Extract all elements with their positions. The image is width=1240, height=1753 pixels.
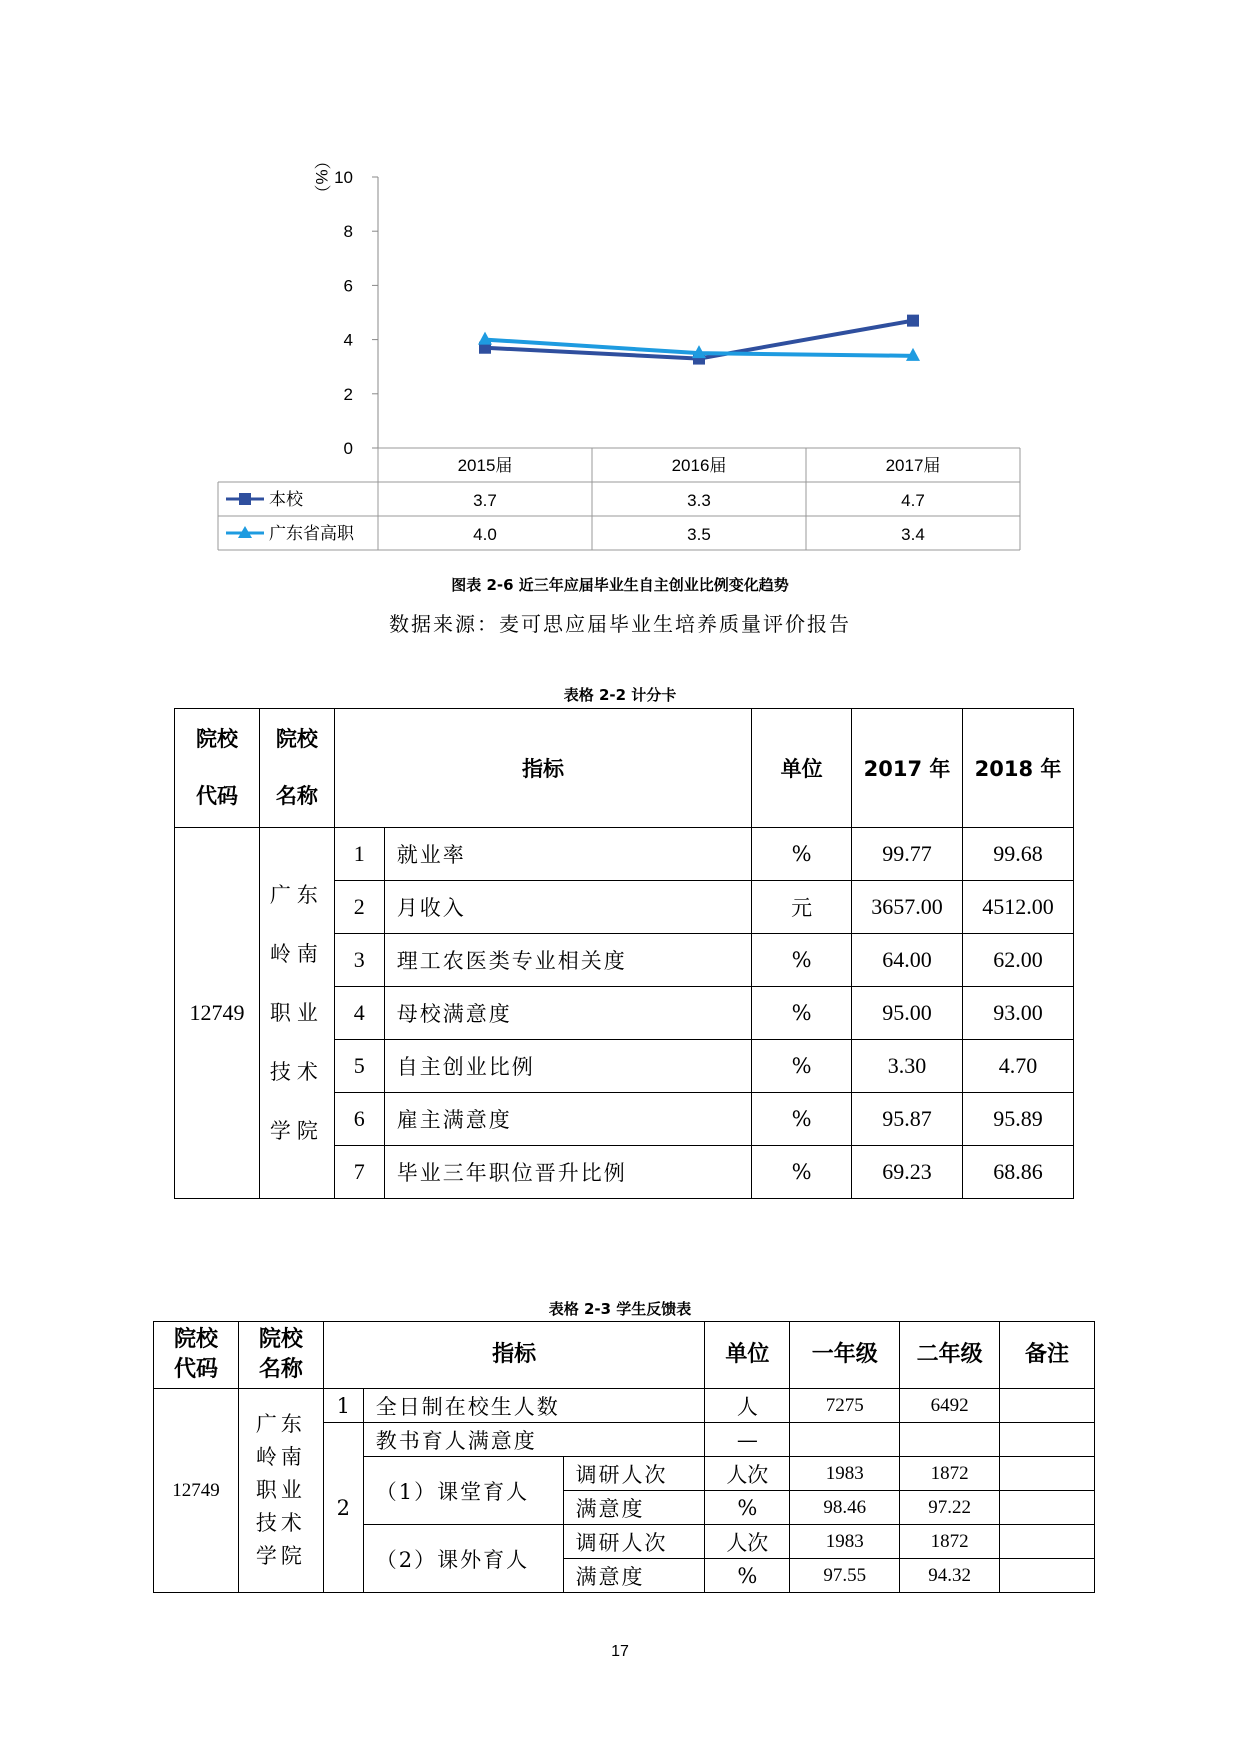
- grade-1-value: 97.55: [790, 1559, 900, 1593]
- indicator-cell: 教书育人满意度: [363, 1423, 705, 1457]
- header-indicator: 指标: [334, 709, 751, 828]
- y-axis: [334, 168, 378, 458]
- unit-cell: %: [752, 1093, 852, 1146]
- row-number: 6: [334, 1093, 384, 1146]
- metric-cell: 满意度: [563, 1491, 705, 1525]
- header-text: 院校: [173, 1327, 218, 1352]
- unit-cell: %: [705, 1559, 790, 1593]
- indicator-cell: 自主创业比例: [384, 1040, 751, 1093]
- row-number: 3: [334, 934, 384, 987]
- value-2018: 99.68: [962, 828, 1073, 881]
- school-name-line: 学院: [255, 1544, 306, 1568]
- data-value-label: 4.0: [473, 525, 497, 544]
- student-feedback-table: [153, 1321, 1095, 1593]
- indicator-cell: 理工农医类专业相关度: [384, 934, 751, 987]
- value-2018: 4512.00: [962, 881, 1073, 934]
- school-name-line: 职业: [255, 1478, 306, 1502]
- unit-cell: %: [752, 1146, 852, 1199]
- value-2018: 95.89: [962, 1093, 1073, 1146]
- unit-cell: 人次: [705, 1457, 790, 1491]
- row-number: 5: [334, 1040, 384, 1093]
- data-source-note: 数据来源：麦可思应届毕业生培养质量评价报告: [389, 612, 851, 636]
- grade-1-value: 1983: [790, 1525, 900, 1559]
- unit-cell: %: [752, 1040, 852, 1093]
- table-row: [175, 828, 1074, 881]
- table-row: [154, 1389, 1095, 1423]
- school-code-cell: 12749: [175, 828, 260, 1199]
- row-number: 1: [334, 828, 384, 881]
- value-2018: 93.00: [962, 987, 1073, 1040]
- school-name-line: 岭南: [255, 1445, 306, 1469]
- data-value-label: 3.7: [473, 491, 497, 510]
- indicator-cell: 月收入: [384, 881, 751, 934]
- value-2017: 64.00: [852, 934, 963, 987]
- grade-1-value: 7275: [790, 1389, 900, 1423]
- legend-label: 广东省高职: [269, 524, 354, 544]
- header-indicator: 指标: [323, 1322, 705, 1389]
- unit-cell: %: [752, 987, 852, 1040]
- remark-cell: [1000, 1491, 1095, 1525]
- data-value-label: 3.3: [687, 491, 711, 510]
- figure-caption: 图表 2-6 近三年应届毕业生自主创业比例变化趋势: [451, 576, 789, 594]
- indicator-cell: 全日制在校生人数: [363, 1389, 705, 1423]
- school-name-line: 技术: [255, 1511, 306, 1535]
- data-point-square: [907, 315, 919, 327]
- unit-cell: %: [752, 934, 852, 987]
- value-2017: 3657.00: [852, 881, 963, 934]
- unit-cell: %: [752, 828, 852, 881]
- data-value-label: 4.7: [901, 491, 925, 510]
- header-unit: 单位: [705, 1322, 790, 1389]
- header-grade-1: 一年级: [790, 1322, 900, 1389]
- school-code-cell: 12749: [154, 1389, 239, 1593]
- remark-cell: [1000, 1457, 1095, 1491]
- school-name-line: 职业: [269, 1000, 324, 1025]
- grade-2-value: [900, 1423, 1000, 1457]
- grade-2-value: 97.22: [900, 1491, 1000, 1525]
- school-name-stack: [239, 1408, 323, 1573]
- value-2018: 62.00: [962, 934, 1073, 987]
- data-value-label: 3.4: [901, 525, 925, 544]
- value-2018: 68.86: [962, 1146, 1073, 1199]
- value-2017: 3.30: [852, 1040, 963, 1093]
- school-name-line: 广东: [255, 1412, 306, 1436]
- header-text: 院校: [195, 727, 238, 751]
- header-text: 院校: [275, 727, 318, 751]
- school-name-line: 学院: [269, 1118, 324, 1143]
- indicator-cell: 毕业三年职位晋升比例: [384, 1146, 751, 1199]
- table-2-2-caption: 表格 2-2 计分卡: [563, 686, 677, 704]
- value-2018: 4.70: [962, 1040, 1073, 1093]
- value-2017: 99.77: [852, 828, 963, 881]
- x-category-label: 2016届: [671, 456, 727, 475]
- unit-cell: 人: [705, 1389, 790, 1423]
- data-value-label: 3.5: [687, 525, 711, 544]
- header-unit: 单位: [752, 709, 852, 828]
- school-name-cell: [259, 828, 334, 1199]
- value-2017: 69.23: [852, 1146, 963, 1199]
- grade-1-value: [790, 1423, 900, 1457]
- remark-cell: [1000, 1525, 1095, 1559]
- y-tick-label: 0: [343, 439, 353, 458]
- grade-2-value: 1872: [900, 1457, 1000, 1491]
- unit-cell: 元: [752, 881, 852, 934]
- header-2017: 2017 年: [852, 709, 963, 828]
- value-2017: 95.87: [852, 1093, 963, 1146]
- header-text: 院校: [258, 1327, 303, 1352]
- unit-cell: %: [705, 1491, 790, 1525]
- legend-marker-square: [239, 493, 251, 505]
- sub-indicator-cell: （2）课外育人: [363, 1525, 563, 1593]
- row-number: 7: [334, 1146, 384, 1199]
- row-number: 2: [323, 1423, 363, 1593]
- school-name-line: 岭南: [269, 941, 324, 966]
- table-2-3-caption: 表格 2-3 学生反馈表: [548, 1300, 692, 1318]
- y-axis-label: （%）: [312, 152, 331, 202]
- legend-label: 本校: [269, 490, 303, 510]
- remark-cell: [1000, 1389, 1095, 1423]
- x-category-label: 2015届: [457, 456, 513, 475]
- grade-2-value: 1872: [900, 1525, 1000, 1559]
- value-2017: 95.00: [852, 987, 963, 1040]
- school-name-line: 技术: [269, 1059, 324, 1084]
- indicator-cell: 母校满意度: [384, 987, 751, 1040]
- header-text: 代码: [173, 1357, 218, 1382]
- line-chart: [0, 0, 1240, 560]
- y-tick-label: 8: [343, 222, 353, 242]
- indicator-cell: 雇主满意度: [384, 1093, 751, 1146]
- metric-cell: 满意度: [563, 1559, 705, 1593]
- school-name-line: 广东: [269, 882, 324, 907]
- row-number: 2: [334, 881, 384, 934]
- header-text: 名称: [258, 1357, 303, 1382]
- remark-cell: [1000, 1559, 1095, 1593]
- page-number: 17: [611, 1643, 629, 1660]
- x-category-label: 2017届: [885, 456, 941, 475]
- unit-cell: 人次: [705, 1525, 790, 1559]
- header-remark: 备注: [1000, 1322, 1095, 1389]
- table-header-row: [154, 1322, 1095, 1389]
- metric-cell: 调研人次: [563, 1457, 705, 1491]
- school-name-stack: [260, 866, 334, 1161]
- row-number: 4: [334, 987, 384, 1040]
- grade-1-value: 1983: [790, 1457, 900, 1491]
- grade-2-value: 6492: [900, 1389, 1000, 1423]
- indicator-cell: 就业率: [384, 828, 751, 881]
- header-grade-2: 二年级: [900, 1322, 1000, 1389]
- header-text: 代码: [195, 784, 238, 808]
- grade-1-value: 98.46: [790, 1491, 900, 1525]
- chart-data-table: [218, 448, 1020, 550]
- y-tick-label: 2: [343, 384, 353, 404]
- school-name-cell: [238, 1389, 323, 1593]
- header-school-name: [238, 1322, 323, 1389]
- metric-cell: 调研人次: [563, 1525, 705, 1559]
- header-school-name: [259, 709, 334, 828]
- y-tick-label: 10: [334, 168, 353, 187]
- series-lines: [478, 315, 920, 365]
- grade-2-value: 94.32: [900, 1559, 1000, 1593]
- header-school-code: [175, 709, 260, 828]
- table-header-row: [175, 709, 1074, 828]
- header-school-code: [154, 1322, 239, 1389]
- sub-indicator-cell: （1）课堂育人: [363, 1457, 563, 1525]
- unit-cell: —: [705, 1423, 790, 1457]
- remark-cell: [1000, 1423, 1095, 1457]
- y-tick-label: 6: [343, 276, 353, 296]
- header-text: 名称: [275, 784, 318, 808]
- header-2018: 2018 年: [962, 709, 1073, 828]
- row-number: 1: [323, 1389, 363, 1423]
- y-tick-label: 4: [343, 330, 353, 350]
- scorecard-table: [174, 708, 1074, 1199]
